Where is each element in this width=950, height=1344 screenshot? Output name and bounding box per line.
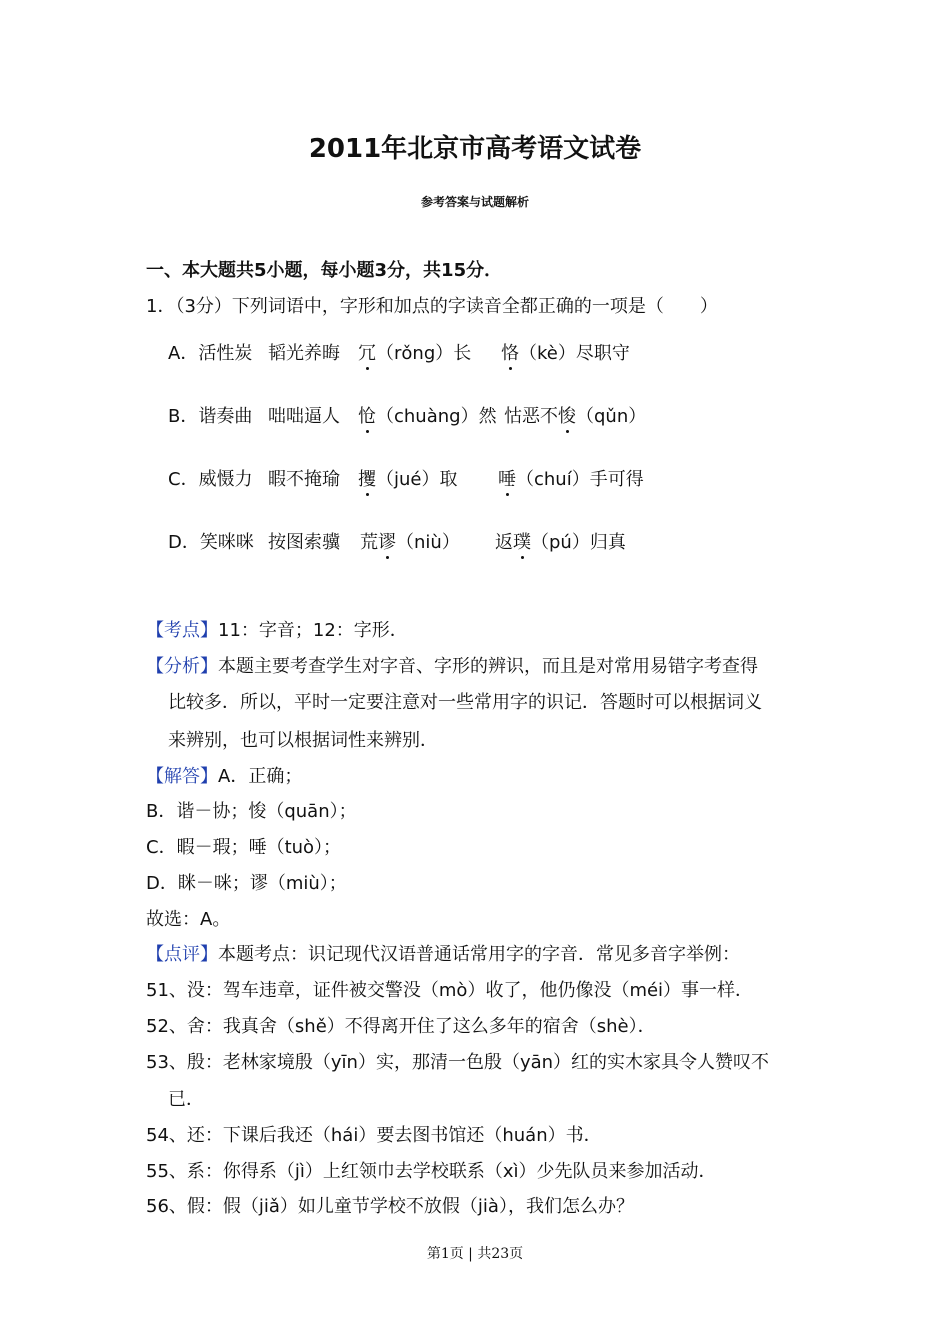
dotted-char: 恪 [501,343,519,364]
dotted-char: 攫 [358,469,376,490]
dotted-char: 怆 [358,406,376,427]
question-text: 1．（3分）下列词语中，字形和加点的字读音全都正确的一项是（ ） [146,296,718,317]
dotted-char: 悛 [558,406,576,427]
fenxi-line-2: 比较多．所以，平时一定要注意对一些常用字的识记．答题时可以根据词义 [168,692,762,713]
option-a-label: A．活性炭 [168,343,253,364]
jieda-b: B．谐－协；悛（quān）； [146,801,357,822]
jieda-tag: 【解答】 [146,766,218,787]
dianping-tag: 【点评】 [146,944,218,965]
dianping-line [146,940,740,966]
example-51: 51、没：驾车违章，证件被交警没（mò）收了，他仍像没（méi）事一样． [146,980,754,1001]
fenxi-text-1: 本题主要考查学生对字音、字形的辨识，而且是对常用易错字考查得 [218,656,758,677]
example-53: 53、殷：老林家境殷（yīn）实，那清一色殷（yān）红的实木家具令人赞叹不 [146,1052,770,1073]
dotted-char: 璞 [513,532,531,553]
page-footer: 第1页 | 共23页 [426,1246,524,1262]
option-c-word3: 攫（jué）取 [358,469,458,490]
option-d-word3: 荒谬（niù） [360,532,460,553]
option-a-word4: 恪（kè）尽职守 [501,343,630,364]
fenxi-tag: 【分析】 [146,656,218,677]
option-b-label: B．谐奏曲 [168,406,253,427]
kaodian-tag: 【考点】 [146,620,218,641]
jieda-choice: 故选：A。 [146,909,231,930]
option-b-word2: 咄咄逼人 [268,406,340,427]
option-d-word2: 按图索骥 [268,532,340,553]
example-54: 54、还：下课后我还（hái）要去图书馆还（huán）书． [146,1125,602,1146]
fenxi-line-1 [146,652,758,678]
dotted-char: 冗 [358,343,376,364]
jieda-line [146,762,302,788]
page-subtitle: 参考答案与试题解析 [420,195,529,209]
dianping-text: 本题考点：识记现代汉语普通话常用字的字音．常见多音字举例： [218,944,740,965]
option-a-word2: 韬光养晦 [268,343,340,364]
dotted-char: 谬 [378,532,396,553]
example-56: 56、假：假（jiǎ）如儿童节学校不放假（jià），我们怎么办？ [146,1196,634,1217]
jieda-c: C．暇－瑕；唾（tuò）； [146,837,342,858]
jieda-text: A．正确； [218,766,303,787]
example-52: 52、舍：我真舍（shě）不得离开住了这么多年的宿舍（shè）． [146,1016,656,1037]
option-b-word3: 怆（chuàng）然 [358,406,497,427]
section-heading: 一、本大题共5小题，每小题3分，共15分． [146,260,503,281]
option-d-label: D．笑咪咪 [168,532,254,553]
example-53-cont: 已． [168,1089,204,1110]
option-b-word4: 怙恶不悛（qǔn） [504,406,647,427]
page-title: 2011年北京市高考语文试卷 [308,134,642,164]
option-a-word3: 冗（rǒng）长 [358,343,472,364]
option-c-word4: 唾（chuí）手可得 [498,469,644,490]
option-c-label: C．威慑力 [168,469,253,490]
jieda-d: D．眯－咪；谬（miù）； [146,873,347,894]
option-c-word2: 暇不掩瑜 [268,469,340,490]
fenxi-line-3: 来辨别，也可以根据词性来辨别． [168,730,438,751]
dotted-char: 唾 [498,469,516,490]
option-d-word4: 返璞（pú）归真 [495,532,626,553]
kaodian-line [146,616,408,642]
example-55: 55、系：你得系（jì）上红领巾去学校联系（xì）少先队员来参加活动． [146,1161,717,1182]
kaodian-text: 11：字音；12：字形． [218,620,408,641]
